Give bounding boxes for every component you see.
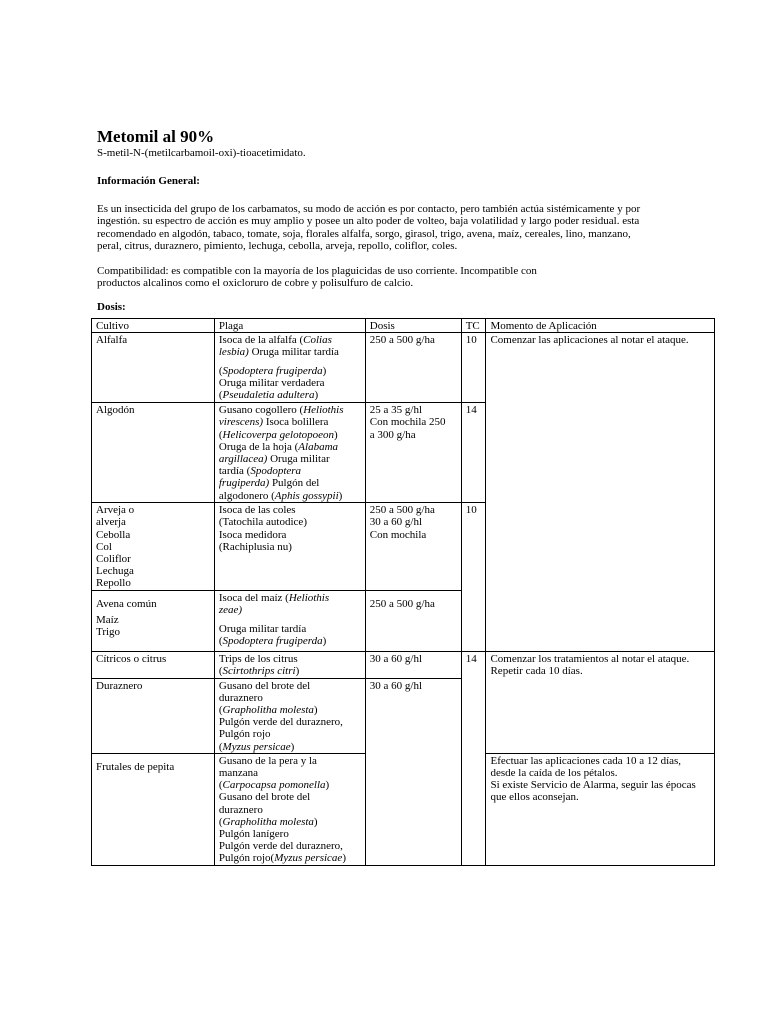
cell-plaga: Gusano cogollero (Heliothis virescens) Isoca bolillera (Helicoverpa gelotopoeon) Oruga de la hoja (Alabama argillacea) Oruga militar tardía (Spodoptera frugiperda) Pulgón del algodonero (Aphis gossypii) — [214, 403, 365, 503]
info-heading: Información General: — [97, 175, 200, 187]
info-line: recomendado en algodón, tabaco, tomate, soja, florales alfalfa, sorgo, girasol, trigo, avena, maíz, cereales, lino, manzano, — [97, 227, 631, 240]
header-cultivo: Cultivo — [92, 319, 215, 333]
header-momento: Momento de Aplicación — [486, 319, 715, 333]
cell-plaga: Gusano de la pera y la manzana (Carpocapsa pomonella) Gusano del brote del duraznero (Grapholitha molesta) Pulgón lanígero Pulgón verde del duraznero, Pulgón rojo(Myzus persicae) — [214, 753, 365, 865]
document-title: Metomil al 90% — [97, 127, 215, 146]
cell-momento: Comenzar las aplicaciones al notar el ataque. — [486, 333, 715, 651]
cell-cultivo: Cítricos o citrus — [92, 651, 215, 678]
info-line: ingestión. su espectro de acción es muy amplio y posee un alto poder de volteo, baja volatilidad y largo poder residual. esta — [97, 215, 640, 228]
cell-plaga: Isoca de las coles (Tatochila autodice) Isoca medidora (Rachiplusia nu) — [214, 503, 365, 590]
cell-cultivo: Algodón — [92, 403, 215, 503]
cell-momento: Comenzar los tratamientos al notar el ataque. Repetir cada 10 días. — [486, 651, 715, 753]
cell-tc: 14 — [461, 651, 486, 865]
cell-cultivo: Frutales de pepita — [92, 753, 215, 865]
table-header-row — [92, 319, 715, 333]
header-plaga: Plaga — [214, 319, 365, 333]
cell-cultivo: Avena común Maíz Trigo — [92, 590, 215, 651]
compat-line: productos alcalinos como el oxicloruro de cobre y polisulfuro de calcio. — [97, 277, 414, 290]
cell-tc: 10 — [461, 333, 486, 403]
cell-plaga: Gusano del brote del duraznero (Grapholitha molesta) Pulgón verde del duraznero, Pulgón rojo (Myzus persicae) — [214, 678, 365, 753]
info-line: peral, citrus, duraznero, pimiento, lechuga, cebolla, arveja, repollo, coliflor, coles. — [97, 240, 458, 253]
cell-dosis: 250 a 500 g/ha — [365, 333, 461, 403]
info-paragraph — [97, 203, 717, 253]
document-page — [96, 127, 717, 865]
cell-tc: 14 — [461, 403, 486, 503]
header-dosis: Dosis — [365, 319, 461, 333]
cell-plaga: Isoca del maíz (Heliothis zeae) Oruga militar tardía (Spodoptera frugiperda) — [214, 590, 365, 651]
cell-cultivo: Arveja o alverja Cebolla Col Coliflor Lechuga Repollo — [92, 503, 215, 590]
cell-cultivo: Duraznero — [92, 678, 215, 753]
cell-plaga: Trips de los citrus (Scirtothrips citri) — [214, 651, 365, 678]
dosis-heading: Dosis: — [97, 301, 126, 314]
cell-dosis: 250 a 500 g/ha 30 a 60 g/hl Con mochila — [365, 503, 461, 590]
cell-momento: Efectuar las aplicaciones cada 10 a 12 días, desde la caída de los pétalos. Si existe Servicio de Alarma, seguir las épocas que ellos aconsejan. — [486, 753, 715, 865]
chemical-name: S-metil-N-(metilcarbamoil-oxi)-tioacetimidato. — [97, 147, 306, 159]
table-row — [92, 333, 715, 403]
compat-paragraph — [97, 265, 717, 290]
cell-dosis: 30 a 60 g/hl — [365, 678, 461, 865]
compat-line: Compatibilidad: es compatible con la mayoría de los plaguicidas de uso corriente. Incompatible con — [97, 264, 537, 277]
cell-dosis: 25 a 35 g/hl Con mochila 250 a 300 g/ha — [365, 403, 461, 503]
cell-dosis: 30 a 60 g/hl — [365, 651, 461, 678]
table-row — [92, 651, 715, 678]
cell-cultivo: Alfalfa — [92, 333, 215, 403]
info-line: Es un insecticida del grupo de los carbamatos, su modo de acción es por contacto, pero también actúa sistémicamente y por — [97, 203, 641, 215]
header-tc: TC — [461, 319, 486, 333]
cell-tc: 10 — [461, 503, 486, 651]
cell-plaga: Isoca de la alfalfa (Colias lesbia) Oruga militar tardía (Spodoptera frugiperda) Oruga militar verdadera (Pseudaletia adultera) — [214, 333, 365, 403]
cell-dosis: 250 a 500 g/ha — [365, 590, 461, 651]
dosage-table — [91, 318, 715, 866]
